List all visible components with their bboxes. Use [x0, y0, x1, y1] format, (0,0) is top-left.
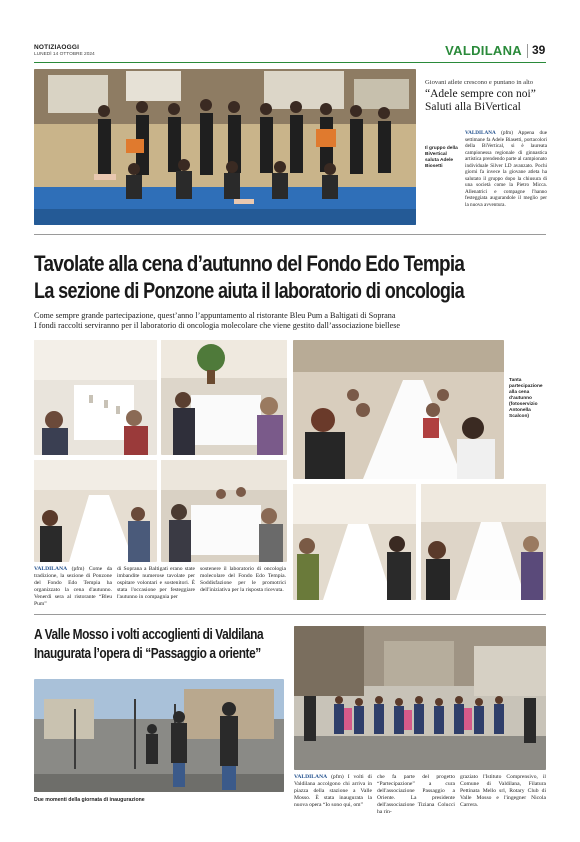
dinner-photo-2: [161, 340, 287, 455]
gymnasts-group-photo: [34, 69, 416, 225]
story2-body-lead: VALDILANA: [34, 566, 68, 572]
story2-body-col3: sostenere il laboratorio di oncologia molecolare del Fondo Edo Tempia. Soddisfazione per le promotrici dell'iniziativa per la risposta ricevuta.: [200, 566, 286, 593]
story1-body-lead: VALDILANA: [465, 130, 496, 136]
dinner-photo-7: [421, 484, 546, 600]
header-rule: [34, 62, 546, 63]
story3-body-col1-text: I volti di Valdilana accolgono chi arriva in piazza della stazione a Valle Mosso. È stata inaugurata la nuova opera “Io sono qui, om”: [294, 774, 372, 808]
story1-headline-line2: Saluti alla BiVertical: [425, 101, 521, 113]
dinner-photo-5: [161, 460, 287, 562]
story1-body-text: Appena due settimane fa Adele Biasetti, portacolori della BiVertical, si è laureata campionessa regionale di ginnastica artistica prendendo parte al campionato individuale Silver LD avanzato. Pochi giorni fa invece la giovane atleta ha salutato il gruppo dopo la chiusura di una società come la Pietro Micca. Allenatrici e compagne l'hanno festeggiata augurandole il meglio per la nuova avventura.: [465, 130, 548, 208]
issue-date: LUNEDÌ 14 OTTOBRE 2024: [34, 52, 95, 57]
story3-body-col1: [294, 774, 372, 809]
story1-photo-caption: Il gruppo della BiVertical saluta Adele Biosetti: [425, 146, 458, 169]
story2-body-col1-text: Come da tradizione, la sezione di Ponzone del Fondo Edo Tempia ha organizzato la cena d'autunno. Venerdì sera al ristorante “Bleu Pum”: [34, 566, 112, 607]
story3-headline-line2: Inaugurata l’opera di “Passaggio a oriente”: [34, 646, 261, 662]
story1-kicker: Giovani atlete crescono e puntano in alto: [425, 79, 534, 86]
story2-photo-caption: Tanta partecipazione alla cena d'autunno (fotoservizio Antonella Scalcon): [509, 378, 543, 419]
story2-headline-line1: Tavolate alla cena d’autunno del Fondo Edo Tempia: [34, 251, 465, 276]
story3-body-lead: VALDILANA: [294, 774, 328, 780]
story1-divider: [34, 234, 546, 235]
story3-body-col2: che fa parte del progetto “Partecipazione” a cura dell'associazione Passaggio a Oriente. La presidente dell'associazione Tiziana Colucci ha rin-: [377, 774, 455, 815]
story1-body-author: (pfm): [501, 130, 513, 136]
story2-headline-line2: La sezione di Ponzone aiuta il laboratorio di oncologia: [34, 278, 465, 303]
dinner-photo-3: [293, 340, 504, 479]
inauguration-photo-children: [294, 626, 546, 770]
section-label: VALDILANA: [445, 43, 522, 58]
story3-photo-caption: Due momenti della giornata di inaugurazione: [34, 797, 145, 803]
dinner-photo-4: [34, 460, 157, 562]
page-number: 39: [532, 43, 546, 57]
story1-body: [465, 130, 547, 208]
story3-body-col3: graziato l'Istituto Comprensivo, il Comune di Valdilana, Filatura Pettinata Mello srl, Rotary Club di Valle Mosso e l'ingegner Nicola Carrera.: [460, 774, 546, 808]
story1-headline-line1: “Adele sempre con noi”: [425, 88, 536, 100]
story2-body-col2: di Soprana a Baltigati erano state imbandite numerose tavolate per ospitare volontari e sostenitori. È stata l'occasione per festeggiare l'autunno in compagnia per: [117, 566, 195, 600]
story2-subhead-line1: Come sempre grande partecipazione, quest’anno l’appuntamento al ristorante Bleu Pum a Baltigati di Soprana: [34, 311, 396, 320]
story3-headline-line1: A Valle Mosso i volti accoglienti di Valdilana: [34, 627, 264, 643]
story3-body-author: (pfm): [331, 774, 344, 780]
story2-subhead-line2: I fondi raccolti serviranno per il laboratorio di oncologia molecolare che viene gestito dall’associazione biellese: [34, 321, 401, 330]
inauguration-photo-adults: [34, 679, 284, 792]
header-divider: [527, 44, 528, 58]
dinner-photo-1: [34, 340, 157, 455]
story2-body-col1: [34, 566, 112, 608]
story2-divider: [34, 614, 546, 615]
dinner-photo-6: [293, 484, 416, 600]
masthead-title: NOTIZIAOGGI: [34, 44, 80, 51]
masthead: [34, 44, 95, 57]
story2-body-author: (pfm): [71, 566, 85, 572]
